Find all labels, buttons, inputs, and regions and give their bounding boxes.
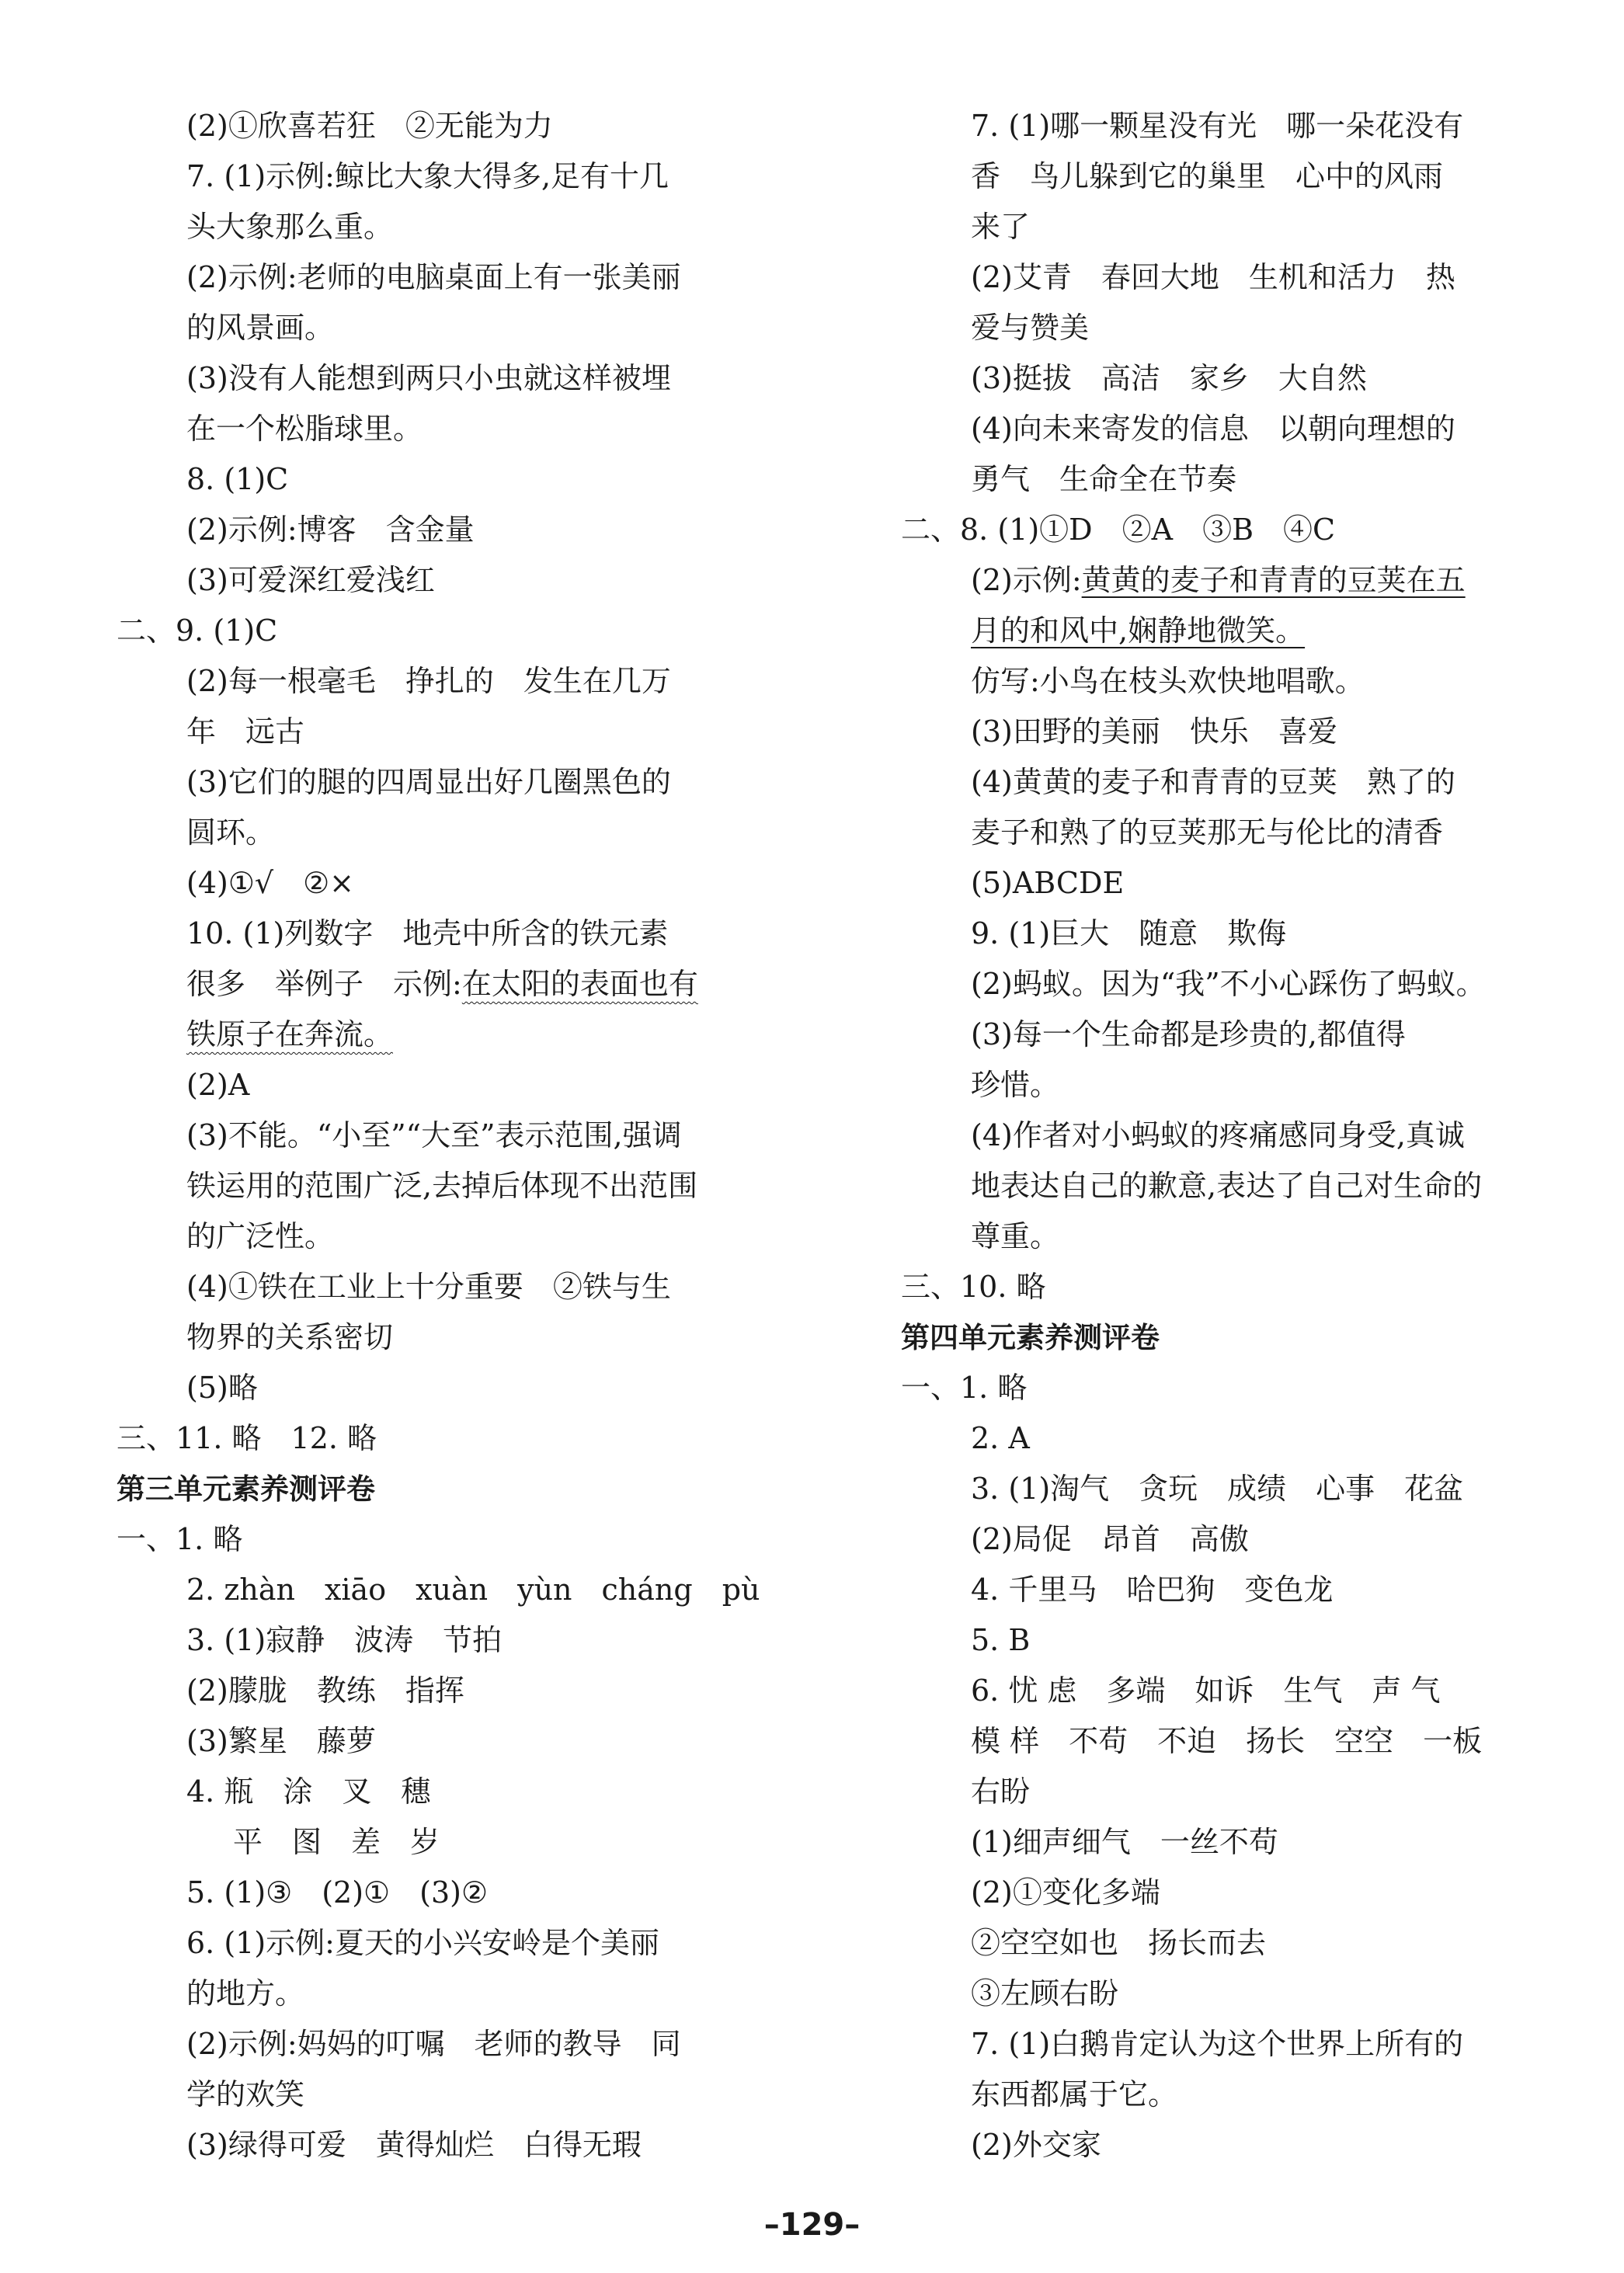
- left-answer-line: [116, 2120, 769, 2170]
- right-answer-line: [901, 1716, 1553, 1767]
- answer-text: 平 图 差 岁: [233, 1825, 440, 1859]
- answer-text: (3)每一个生命都是珍贵的,都值得: [971, 1017, 1406, 1051]
- answer-text: 物界的关系密切: [186, 1320, 394, 1354]
- answer-text: 第四单元素养测评卷: [901, 1321, 1160, 1354]
- answer-text: 右盼: [971, 1774, 1031, 1809]
- answer-text: (1)细声细气 一丝不苟: [971, 1825, 1278, 1859]
- answer-text: (3)不能。“小至”“大至”表示范围,强调: [186, 1118, 682, 1152]
- answer-text: 学的欢笑: [186, 2077, 305, 2111]
- answer-text: 二、9. (1)C: [116, 613, 278, 648]
- right-answer-line: [901, 2120, 1553, 2170]
- answer-text: 的地方。: [186, 1976, 305, 2011]
- left-answer-line: [116, 252, 769, 303]
- left-answer-line: [116, 858, 769, 909]
- right-answer-line: [901, 101, 1553, 151]
- answer-text: (3)田野的美丽 快乐 喜爱: [971, 714, 1337, 749]
- right-answer-line: [901, 151, 1553, 202]
- right-answer-line: [901, 202, 1553, 252]
- answer-text: 4. 千里马 哈巴狗 变色龙: [971, 1573, 1334, 1607]
- right-answer-line: [901, 1666, 1553, 1716]
- answer-text: 的风景画。: [186, 311, 335, 345]
- answer-text: 尊重。: [971, 1219, 1060, 1253]
- underlined-sentence: 黄黄的麦子和青青的豆荚在五: [1081, 563, 1466, 597]
- answer-text: 5. (1)③ (2)① (3)②: [186, 1875, 489, 1910]
- answer-text: 勇气 生命全在节奏: [971, 462, 1237, 496]
- wavy-underlined-sentence: 铁原子在奔流。: [186, 1017, 394, 1051]
- left-answer-line: [116, 1969, 769, 2019]
- right-answer-line: [901, 1969, 1553, 2019]
- left-answer-line: [116, 202, 769, 252]
- right-answer-line: [901, 656, 1553, 707]
- right-answer-line: [901, 555, 1553, 606]
- answer-text: (2)示例:博客 含金量: [186, 513, 475, 547]
- left-answer-line: [116, 353, 769, 404]
- underlined-sentence: 月的和风中,娴静地微笑。: [971, 613, 1306, 648]
- left-answer-line: [116, 1464, 769, 1514]
- answer-text: 来了: [971, 210, 1031, 244]
- answer-text: (2)艾青 春回大地 生机和活力 热: [971, 260, 1455, 294]
- answer-text: 东西都属于它。: [971, 2077, 1178, 2111]
- answer-text: (5)ABCDE: [971, 866, 1125, 900]
- answer-text: 珍惜。: [971, 1068, 1060, 1102]
- left-answer-line: [116, 1110, 769, 1161]
- answer-text: 8. (1)C: [186, 462, 289, 496]
- answer-text: 一、1. 略: [901, 1371, 1028, 1405]
- left-answer-line: [116, 151, 769, 202]
- right-answer-line: [901, 858, 1553, 909]
- right-answer-line: [901, 1363, 1553, 1413]
- answer-text: 三、10. 略: [901, 1270, 1046, 1304]
- left-answer-line: [116, 1565, 769, 1615]
- right-answer-line: [901, 1767, 1553, 1817]
- page-number: –129–: [763, 2207, 861, 2243]
- answer-text: (2)示例:: [971, 563, 1082, 597]
- right-answer-line: [901, 2019, 1553, 2070]
- answer-text: (3)没有人能想到两只小虫就这样被埋: [186, 361, 671, 395]
- right-column: [901, 101, 1553, 2170]
- left-answer-line: [116, 505, 769, 555]
- answer-text: 模 样 不苟 不迫 扬长 空空 一板: [971, 1724, 1483, 1758]
- answer-text: (2)示例:老师的电脑桌面上有一张美丽: [186, 260, 681, 294]
- answer-text: (4)①铁在工业上十分重要 ②铁与生: [186, 1270, 671, 1304]
- answer-text: (2)蚂蚁。因为“我”不小心踩伤了蚂蚁。: [971, 967, 1486, 1001]
- answer-text: ③左顾右盼: [971, 1976, 1119, 2011]
- left-answer-line: [116, 1716, 769, 1767]
- answer-text: (4)作者对小蚂蚁的疼痛感同身受,真诚: [971, 1118, 1465, 1152]
- answer-text: (3)挺拔 高洁 家乡 大自然: [971, 361, 1367, 395]
- answer-text: 的广泛性。: [186, 1219, 335, 1253]
- right-answer-line: [901, 1565, 1553, 1615]
- answer-text: (3)可爱深红爱浅红: [186, 563, 435, 597]
- left-answer-line: [116, 1161, 769, 1211]
- answer-text: 仿写:小鸟在枝头欢快地唱歌。: [971, 664, 1365, 698]
- right-answer-line: [901, 353, 1553, 404]
- left-answer-line: [116, 1615, 769, 1666]
- right-answer-line: [901, 1060, 1553, 1110]
- right-answer-line: [901, 1918, 1553, 1969]
- answer-text: (4)①√ ②×: [186, 866, 355, 900]
- answer-text: 4. 瓶 涂 叉 穗: [186, 1774, 431, 1809]
- answer-text: 第三单元素养测评卷: [116, 1472, 375, 1506]
- right-answer-line: [901, 1615, 1553, 1666]
- answer-text: 头大象那么重。: [186, 210, 394, 244]
- answer-text: 三、11. 略 12. 略: [116, 1421, 377, 1455]
- answer-text: (2)①变化多端: [971, 1875, 1160, 1910]
- answer-text: (4)向未来寄发的信息 以朝向理想的: [971, 412, 1455, 446]
- answer-text: 7. (1)白鹅肯定认为这个世界上所有的: [971, 2027, 1464, 2061]
- right-answer-line: [901, 1817, 1553, 1868]
- answer-text: (2)朦胧 教练 指挥: [186, 1673, 464, 1708]
- left-answer-line: [116, 2019, 769, 2070]
- answer-text: (5)略: [186, 1371, 258, 1405]
- right-answer-line: [901, 1262, 1553, 1312]
- left-answer-line: [116, 303, 769, 353]
- answer-text: 地表达自己的歉意,表达了自己对生命的: [971, 1169, 1483, 1203]
- answer-text: 很多 举例子 示例:: [186, 967, 462, 1001]
- left-answer-line: [116, 454, 769, 505]
- answer-text: (2)每一根毫毛 挣扎的 发生在几万: [186, 664, 671, 698]
- left-answer-line: [116, 1010, 769, 1060]
- left-answer-line: [116, 404, 769, 454]
- left-answer-line: [116, 757, 769, 808]
- right-answer-line: [901, 1161, 1553, 1211]
- answer-text: 圆环。: [186, 815, 276, 850]
- left-answer-line: [116, 1918, 769, 1969]
- left-answer-line: [116, 1413, 769, 1464]
- answer-text: 5. B: [971, 1623, 1031, 1657]
- answer-text: (3)它们的腿的四周显出好几圈黑色的: [186, 765, 671, 799]
- answer-text: (2)①欣喜若狂 ②无能为力: [186, 109, 553, 143]
- answer-text: 爱与赞美: [971, 311, 1090, 345]
- answer-text: (2)A: [186, 1068, 250, 1102]
- left-answer-line: [116, 1817, 769, 1868]
- answer-text: 9. (1)巨大 随意 欺侮: [971, 916, 1287, 951]
- answer-text: (4)黄黄的麦子和青青的豆荚 熟了的: [971, 765, 1455, 799]
- right-answer-line: [901, 1010, 1553, 1060]
- left-column: [116, 101, 769, 2170]
- left-answer-line: [116, 959, 769, 1010]
- right-answer-line: [901, 959, 1553, 1010]
- left-answer-line: [116, 1312, 769, 1363]
- left-answer-line: [116, 707, 769, 757]
- answer-text: 年 远古: [186, 714, 305, 749]
- right-answer-line: [901, 1211, 1553, 1262]
- right-answer-line: [901, 252, 1553, 303]
- left-answer-line: [116, 1211, 769, 1262]
- right-answer-line: [901, 505, 1553, 555]
- answer-text: (3)绿得可爱 黄得灿烂 白得无瑕: [186, 2128, 642, 2162]
- right-answer-line: [901, 1464, 1553, 1514]
- answer-text: 香 鸟儿躲到它的巢里 心中的风雨: [971, 159, 1444, 193]
- right-answer-line: [901, 757, 1553, 808]
- answer-text: 7. (1)哪一颗星没有光 哪一朵花没有: [971, 109, 1464, 143]
- right-answer-line: [901, 1110, 1553, 1161]
- right-answer-line: [901, 2070, 1553, 2120]
- right-answer-line: [901, 1312, 1553, 1363]
- right-answer-line: [901, 1514, 1553, 1565]
- right-answer-line: [901, 454, 1553, 505]
- right-answer-line: [901, 1868, 1553, 1918]
- answer-text: (2)示例:妈妈的叮嘱 老师的教导 同: [186, 2027, 681, 2061]
- right-answer-line: [901, 303, 1553, 353]
- answer-text: 6. 忧 虑 多端 如诉 生气 声 气: [971, 1673, 1441, 1708]
- right-answer-line: [901, 404, 1553, 454]
- left-answer-line: [116, 1767, 769, 1817]
- wavy-underlined-sentence: 在太阳的表面也有: [461, 967, 698, 1001]
- answer-text: 铁运用的范围广泛,去掉后体现不出范围: [186, 1169, 698, 1203]
- left-answer-line: [116, 1363, 769, 1413]
- answer-text: 麦子和熟了的豆荚那无与伦比的清香: [971, 815, 1444, 850]
- left-answer-line: [116, 909, 769, 959]
- answer-text: ②空空如也 扬长而去: [971, 1926, 1267, 1960]
- left-answer-line: [116, 808, 769, 858]
- answer-text: 2. A: [971, 1421, 1030, 1455]
- answer-text: (2)外交家: [971, 2128, 1101, 2162]
- right-answer-line: [901, 606, 1553, 656]
- left-answer-line: [116, 2070, 769, 2120]
- right-answer-line: [901, 808, 1553, 858]
- left-answer-line: [116, 555, 769, 606]
- answer-text: 二、8. (1)①D ②A ③B ④C: [901, 513, 1336, 547]
- answer-text: 6. (1)示例:夏天的小兴安岭是个美丽: [186, 1926, 659, 1960]
- right-answer-line: [901, 909, 1553, 959]
- answer-text: 在一个松脂球里。: [186, 412, 423, 446]
- right-answer-line: [901, 707, 1553, 757]
- left-answer-line: [116, 656, 769, 707]
- answer-text: 7. (1)示例:鲸比大象大得多,足有十几: [186, 159, 669, 193]
- answer-text: (2)局促 昂首 高傲: [971, 1522, 1249, 1556]
- left-answer-line: [116, 1666, 769, 1716]
- left-answer-line: [116, 1060, 769, 1110]
- answer-text: 10. (1)列数字 地壳中所含的铁元素: [186, 916, 669, 951]
- left-answer-line: [116, 1514, 769, 1565]
- answer-text: 3. (1)寂静 波涛 节拍: [186, 1623, 503, 1657]
- answer-text: 一、1. 略: [116, 1522, 243, 1556]
- answer-text: 2. zhàn xiāo xuàn yùn cháng pù: [186, 1573, 760, 1607]
- answer-text: 3. (1)淘气 贪玩 成绩 心事 花盆: [971, 1472, 1464, 1506]
- left-answer-line: [116, 101, 769, 151]
- answer-text: (3)繁星 藤萝: [186, 1724, 376, 1758]
- left-answer-line: [116, 1262, 769, 1312]
- right-answer-line: [901, 1413, 1553, 1464]
- left-answer-line: [116, 606, 769, 656]
- left-answer-line: [116, 1868, 769, 1918]
